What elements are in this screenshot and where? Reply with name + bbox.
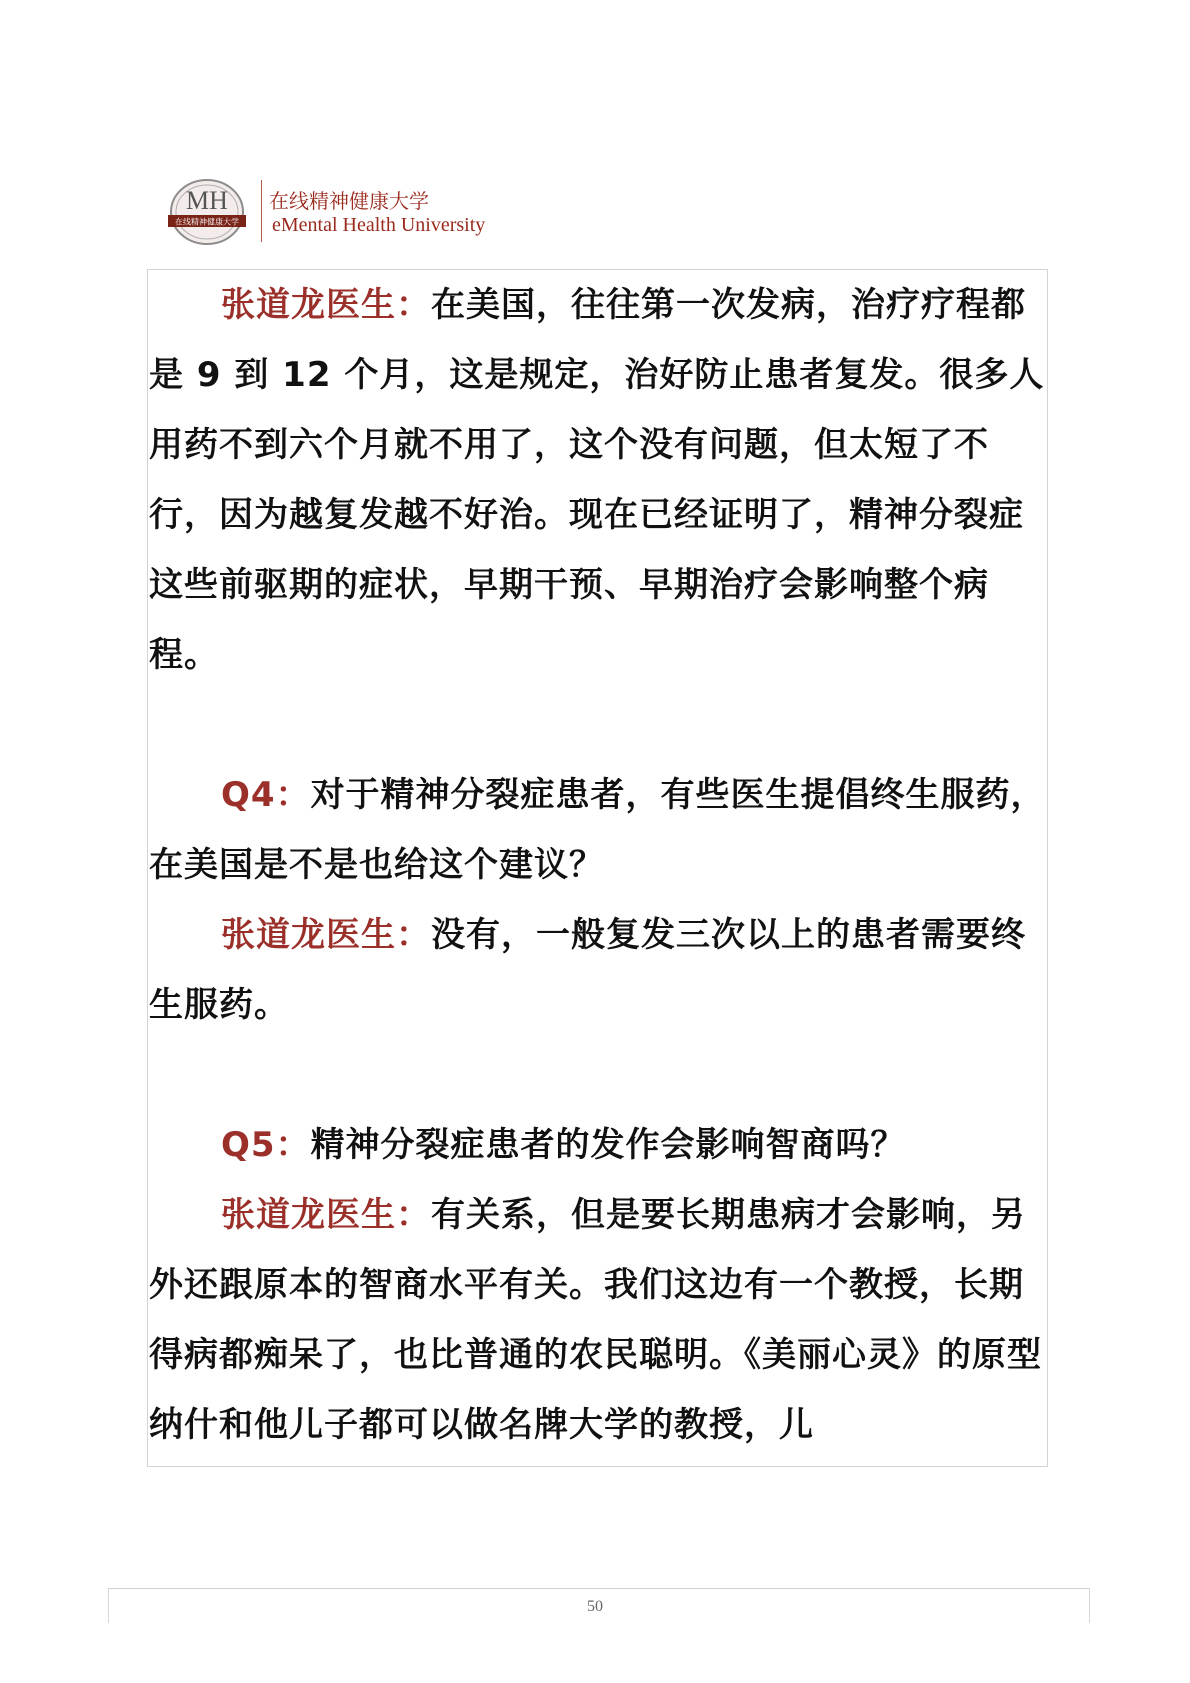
question-label: Q5： — [221, 1125, 311, 1165]
paragraph-text: 有关系，但是要长期患病才会影响，另外还跟原本的智商水平有关。我们这边有一个教授，长期得病都痴呆了，也比普通的农民聪明。《美丽心灵》的原型纳什和他儿子都可以做名牌大学的教授，儿 — [149, 1195, 1042, 1445]
logo-seal-text: 在线精神健康大学 — [175, 217, 239, 227]
paragraph-gap — [149, 1040, 1049, 1110]
answer-paragraph — [149, 270, 1049, 690]
paragraph-text: 对于精神分裂症患者，有些医生提倡终生服药，在美国是不是也给这个建议？ — [149, 775, 1046, 885]
footer-divider — [108, 1588, 1090, 1589]
header-logo — [168, 172, 498, 252]
paragraph-text: 没有，一般复发三次以上的患者需要终生服药。 — [149, 915, 1026, 1025]
logo-divider — [261, 180, 262, 242]
question-label: Q4： — [221, 775, 311, 815]
speaker-label: 张道龙医生： — [221, 285, 431, 325]
paragraph-text: 在美国，往往第一次发病，治疗疗程都是 9 到 12 个月，这是规定，治好防止患者复发。很多人用药不到六个月就不用了，这个没有问题，但太短了不行，因为越复发越不好治。现在已经证明了，精神分裂症这些前驱期的症状，早期干预、早期治疗会影响整个病程。 — [149, 285, 1045, 675]
logo-mark-text: MH — [186, 186, 228, 215]
page-number: 50 — [587, 1598, 603, 1615]
speaker-label: 张道龙医生： — [221, 915, 431, 955]
university-name-en: eMental Health University — [272, 214, 486, 236]
speaker-label: 张道龙医生： — [221, 1195, 431, 1235]
answer-paragraph — [149, 1180, 1049, 1460]
paragraph-gap — [149, 690, 1049, 760]
interview-text — [149, 270, 1049, 1460]
university-name-cn: 在线精神健康大学 — [269, 189, 429, 213]
paragraph-text: 精神分裂症患者的发作会影响智商吗？ — [310, 1125, 906, 1165]
question-paragraph — [149, 760, 1049, 900]
answer-paragraph — [149, 900, 1049, 1040]
mh-seal-logo — [168, 177, 246, 247]
question-paragraph — [149, 1110, 1049, 1180]
